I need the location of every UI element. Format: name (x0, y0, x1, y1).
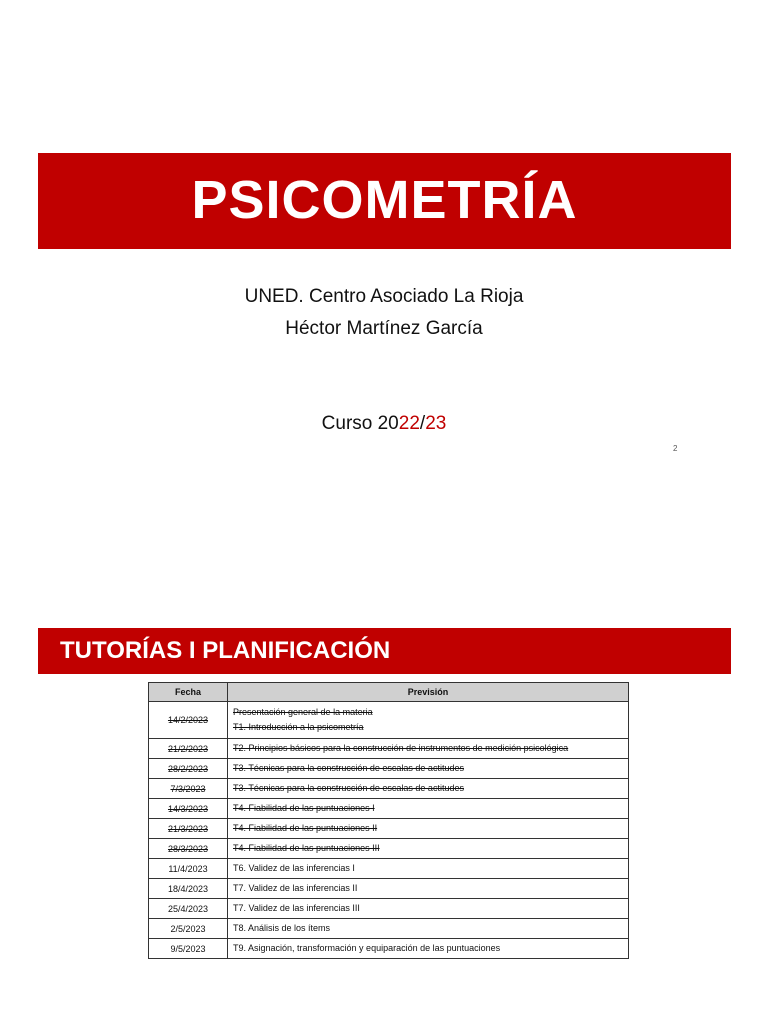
course-year-a: 22 (398, 413, 420, 434)
row-date: 28/3/2023 (149, 839, 228, 859)
row-date: 14/3/2023 (149, 799, 228, 819)
row-date: 7/3/2023 (149, 779, 228, 799)
section-banner (38, 628, 731, 674)
page-number: 2 (673, 444, 678, 453)
table-row (149, 799, 629, 819)
row-prevision (228, 819, 629, 839)
prevision-line: T4. Fiabilidad de las puntuaciones II (233, 823, 378, 833)
row-date: 25/4/2023 (149, 899, 228, 919)
prevision-line: T1. Introducción a la psicometría (233, 722, 364, 732)
row-prevision (228, 879, 629, 899)
table-row (149, 779, 629, 799)
prevision-line: T4. Fiabilidad de las puntuaciones I (233, 803, 375, 813)
planning-table (148, 682, 629, 959)
table-row (149, 759, 629, 779)
title-banner (38, 153, 731, 249)
row-prevision (228, 739, 629, 759)
row-prevision (228, 919, 629, 939)
prevision-line: T8. Análisis de los ítems (233, 923, 331, 933)
table-row (149, 939, 629, 959)
section-title: TUTORÍAS I PLANIFICACIÓN (60, 637, 391, 664)
table-row (149, 899, 629, 919)
prevision-line: Presentación general de la materia (233, 707, 373, 717)
table-row (149, 879, 629, 899)
row-prevision (228, 839, 629, 859)
prevision-line: T6. Validez de las inferencias I (233, 863, 355, 873)
table-header-row (149, 683, 629, 702)
row-date: 21/2/2023 (149, 739, 228, 759)
row-prevision (228, 799, 629, 819)
row-prevision (228, 859, 629, 879)
table-row (149, 839, 629, 859)
prevision-line: T3. Técnicas para la construcción de escalas de actitudes (233, 783, 464, 793)
row-prevision (228, 702, 629, 739)
course-slash: / (419, 413, 426, 434)
table-body (149, 702, 629, 959)
row-date: 18/4/2023 (149, 879, 228, 899)
author-line: Héctor Martínez García (285, 318, 483, 339)
prevision-line: T9. Asignación, transformación y equiparación de las puntuaciones (233, 943, 501, 953)
row-date: 2/5/2023 (149, 919, 228, 939)
row-date: 9/5/2023 (149, 939, 228, 959)
row-prevision (228, 899, 629, 919)
header-fecha: Fecha (149, 683, 228, 702)
row-date: 21/3/2023 (149, 819, 228, 839)
prevision-line: T3. Técnicas para la construcción de escalas de actitudes (233, 763, 464, 773)
row-date: 11/4/2023 (149, 859, 228, 879)
table-row (149, 919, 629, 939)
institution-line: UNED. Centro Asociado La Rioja (244, 286, 524, 307)
header-prevision: Previsión (228, 683, 629, 702)
prevision-line: T4. Fiabilidad de las puntuaciones III (233, 843, 380, 853)
prevision-line: T7. Validez de las inferencias III (233, 903, 360, 913)
course-prefix: Curso 20 (321, 413, 399, 434)
row-prevision (228, 939, 629, 959)
row-date: 28/2/2023 (149, 759, 228, 779)
row-prevision (228, 779, 629, 799)
course-year (0, 413, 768, 435)
course-year-b: 23 (425, 413, 447, 434)
table-row (149, 702, 629, 739)
page-title: PSICOMETRÍA (191, 170, 578, 230)
table-row (149, 819, 629, 839)
table-row (149, 739, 629, 759)
prevision-line: T7. Validez de las inferencias II (233, 883, 358, 893)
prevision-line: T2. Principios básicos para la construcción de instrumentos de medición psicológica (233, 743, 569, 753)
row-prevision (228, 759, 629, 779)
row-date: 14/2/2023 (149, 702, 228, 739)
table-row (149, 859, 629, 879)
